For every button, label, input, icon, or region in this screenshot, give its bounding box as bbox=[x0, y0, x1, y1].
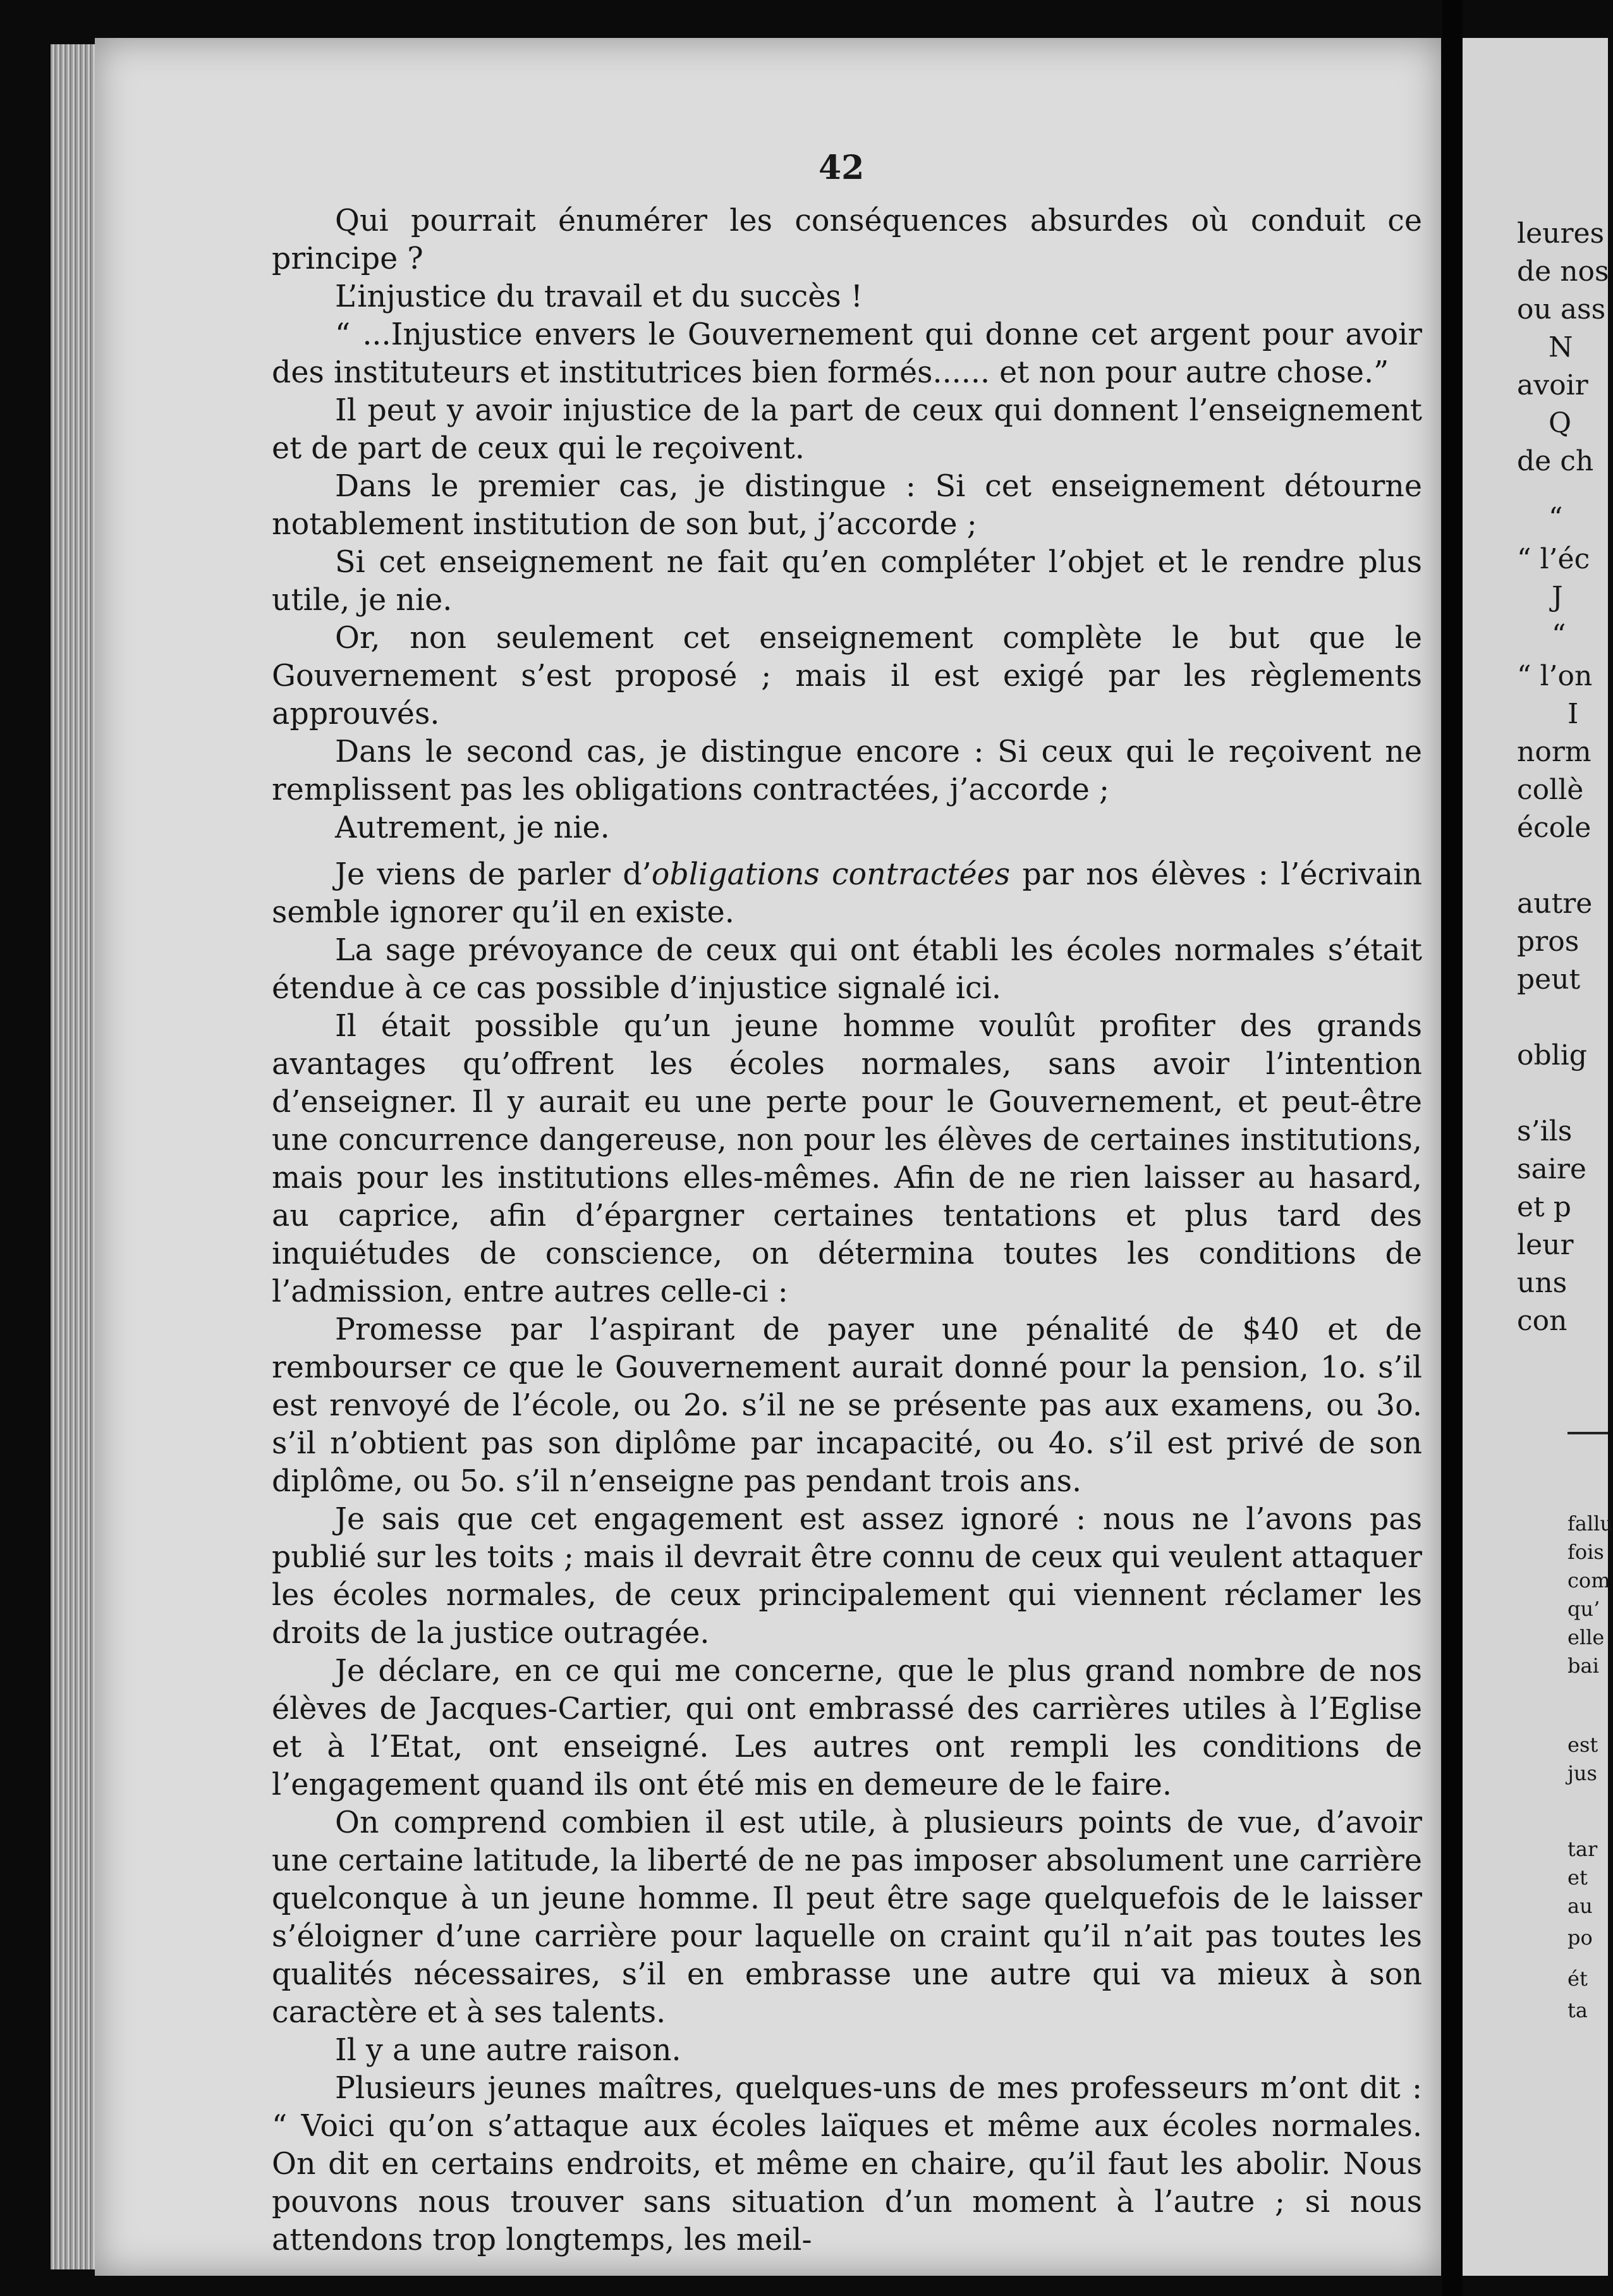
facing-page-fragment: ou ass bbox=[1517, 293, 1606, 326]
paragraph-text-after: par nos élèves : l’écrivain semble ignorer qu’il en existe. bbox=[272, 857, 1422, 930]
facing-page-fragment: “ l’on bbox=[1517, 660, 1593, 692]
paragraph: Qui pourrait énumérer les conséquences absurdes où conduit ce principe ? bbox=[272, 204, 1422, 276]
facing-page-fragment: Q bbox=[1549, 407, 1572, 439]
paragraph: Autrement, je nie. bbox=[335, 810, 610, 845]
facing-page-fragment: s’ils bbox=[1517, 1115, 1573, 1147]
paragraph: Il était possible qu’un jeune homme voulût profiter des grands avantages qu’offrent les écoles normales, sans avoir l’intention d’enseigner. Il y aurait eu une perte pour le Gouvernement, et peut-être une concurrence dangereuse, non pour les élèves de certaines institutions, mais pour les institutions elles-mêmes. Afin de ne rien laisser au hasard, au caprice, afin d’épargner certaines tentations et plus tard des inquiétudes de conscience, on détermina toutes les conditions de l’admission, entre autres celle-ci : bbox=[272, 1009, 1422, 1309]
facing-footnote-fragment: au bbox=[1567, 1894, 1593, 1918]
paragraph: Il y a une autre raison. bbox=[335, 2033, 681, 2068]
facing-page-fragment: leur bbox=[1517, 1229, 1574, 1261]
facing-footnote-fragment: elle bbox=[1567, 1625, 1605, 1649]
facing-page-fragment: pros bbox=[1517, 925, 1580, 958]
paragraph: L’injustice du travail et du succès ! bbox=[335, 279, 863, 314]
paragraph: Je sais que cet engagement est assez ignoré : nous ne l’avons pas publié sur les toits ; mais il devrait être connu de ceux qui veulent attaquer les écoles normales, de ceux principalement qui viennent réclamer les droits de la justice outragée. bbox=[272, 1502, 1422, 1651]
paragraph: Or, non seulement cet enseignement complète le but que le Gouvernement s’est proposé ; mais il est exigé par les règlements approuvés. bbox=[272, 621, 1422, 731]
facing-page-fragment: de ch bbox=[1517, 445, 1594, 477]
paragraph-text-before: Je viens de parler d’ bbox=[335, 857, 652, 892]
footnote-rule bbox=[1567, 1432, 1608, 1434]
facing-page-fragment: peut bbox=[1517, 963, 1581, 996]
facing-footnote-fragment: fois bbox=[1567, 1540, 1604, 1564]
facing-footnote-fragment: est bbox=[1567, 1733, 1598, 1757]
facing-page-fragment: uns bbox=[1517, 1267, 1567, 1299]
paragraph: Plusieurs jeunes maîtres, quelques-uns de mes professeurs m’ont dit : “ Voici qu’on s’attaque aux écoles laïques et même aux écoles normales. On dit en certains endroits, et même en chaire, qu’il faut les abolir. Nous pouvons nous trouver sans situation d’un moment à l’autre ; si nous attendons trop longtemps, les meil- bbox=[272, 2071, 1422, 2257]
facing-page-fragment: et p bbox=[1517, 1191, 1571, 1223]
facing-footnote-fragment: tar bbox=[1567, 1837, 1598, 1861]
paragraph: Si cet enseignement ne fait qu’en compléter l’objet et le rendre plus utile, je nie. bbox=[272, 545, 1422, 618]
facing-page-fragment: oblig bbox=[1517, 1039, 1587, 1072]
italic-phrase: obligations contractées bbox=[651, 857, 1011, 892]
facing-footnote-fragment: et bbox=[1567, 1866, 1588, 1890]
facing-page-fragment: collè bbox=[1517, 774, 1584, 806]
facing-footnote-fragment: bai bbox=[1567, 1654, 1599, 1678]
facing-page-fragment: I bbox=[1567, 698, 1579, 730]
facing-page-fragment: leures bbox=[1517, 217, 1605, 250]
body-text bbox=[272, 202, 1422, 2259]
page-stack-edge bbox=[51, 44, 101, 2269]
facing-page-fragment: norm bbox=[1517, 736, 1592, 768]
facing-page-fragment: “ bbox=[1549, 502, 1563, 534]
facing-page-fragment: N bbox=[1549, 331, 1573, 363]
facing-page-fragment: “ bbox=[1552, 619, 1566, 651]
paragraph: Promesse par l’aspirant de payer une pénalité de $40 et de rembourser ce que le Gouvernement aurait donné pour la pension, 1o. s’il est renvoyé de l’école, ou 2o. s’il ne se présente pas aux examens, ou 3o. s’il n’obtient pas son diplôme par incapacité, ou 4o. s’il est privé de son diplôme, ou 5o. s’il n’enseigne pas pendant trois ans. bbox=[272, 1312, 1422, 1499]
book-gutter bbox=[1442, 0, 1463, 2296]
facing-page-fragment: de nos bbox=[1517, 255, 1609, 288]
facing-footnote-fragment: ét bbox=[1567, 1967, 1588, 1991]
paragraph: On comprend combien il est utile, à plusieurs points de vue, d’avoir une certaine latitude, la liberté de ne pas imposer absolument une carrière quelconque à un jeune homme. Il peut être sage quelquefois de le laisser s’éloigner d’une carrière pour laquelle on craint qu’il n’ait pas toutes les qualités nécessaires, s’il en embrasse une autre qui va mieux à son caractère et à ses talents. bbox=[272, 1805, 1422, 2030]
facing-page-fragment: con bbox=[1517, 1305, 1567, 1337]
page-number: 42 bbox=[819, 149, 865, 187]
quotation: “ ...Injustice envers le Gouvernement qui donne cet argent pour avoir des instituteurs et institutrices bien formés...... et non pour autre chose.” bbox=[272, 317, 1422, 390]
facing-page-fragment: J bbox=[1552, 581, 1563, 613]
facing-footnote-fragment: qu’ bbox=[1567, 1597, 1600, 1621]
facing-footnote-fragment: fallu bbox=[1567, 1511, 1613, 1536]
facing-footnote-fragment: com bbox=[1567, 1568, 1610, 1592]
paragraph: Dans le second cas, je distingue encore : Si ceux qui le reçoivent ne remplissent pas les obligations contractées, j’accorde ; bbox=[272, 735, 1422, 807]
facing-page-fragment: “ l’éc bbox=[1517, 543, 1590, 575]
facing-footnote-fragment: jus bbox=[1567, 1761, 1597, 1785]
paragraph bbox=[272, 856, 1422, 932]
paragraph: Je déclare, en ce qui me concerne, que le plus grand nombre de nos élèves de Jacques-Cartier, qui ont embrassé des carrières utiles à l’Eglise et à l’Etat, ont enseigné. Les autres ont rempli les conditions de l’engagement quand ils ont été mis en demeure de le faire. bbox=[272, 1654, 1422, 1802]
facing-page-fragment: avoir bbox=[1517, 369, 1588, 401]
facing-page-fragment: saire bbox=[1517, 1153, 1586, 1185]
facing-footnote-fragment: ta bbox=[1567, 1998, 1588, 2022]
paragraph: Il peut y avoir injustice de la part de ceux qui donnent l’enseignement et de part de ceux qui le reçoivent. bbox=[272, 393, 1422, 466]
facing-page-fragment: école bbox=[1517, 812, 1592, 844]
paragraph: Dans le premier cas, je distingue : Si cet enseignement détourne notablement institution de son but, j’accorde ; bbox=[272, 469, 1422, 542]
paragraph: La sage prévoyance de ceux qui ont établi les écoles normales s’était étendue à ce cas possible d’injustice signalé ici. bbox=[272, 933, 1422, 1006]
facing-page-fragment: autre bbox=[1517, 888, 1593, 920]
facing-footnote-fragment: po bbox=[1567, 1926, 1593, 1950]
